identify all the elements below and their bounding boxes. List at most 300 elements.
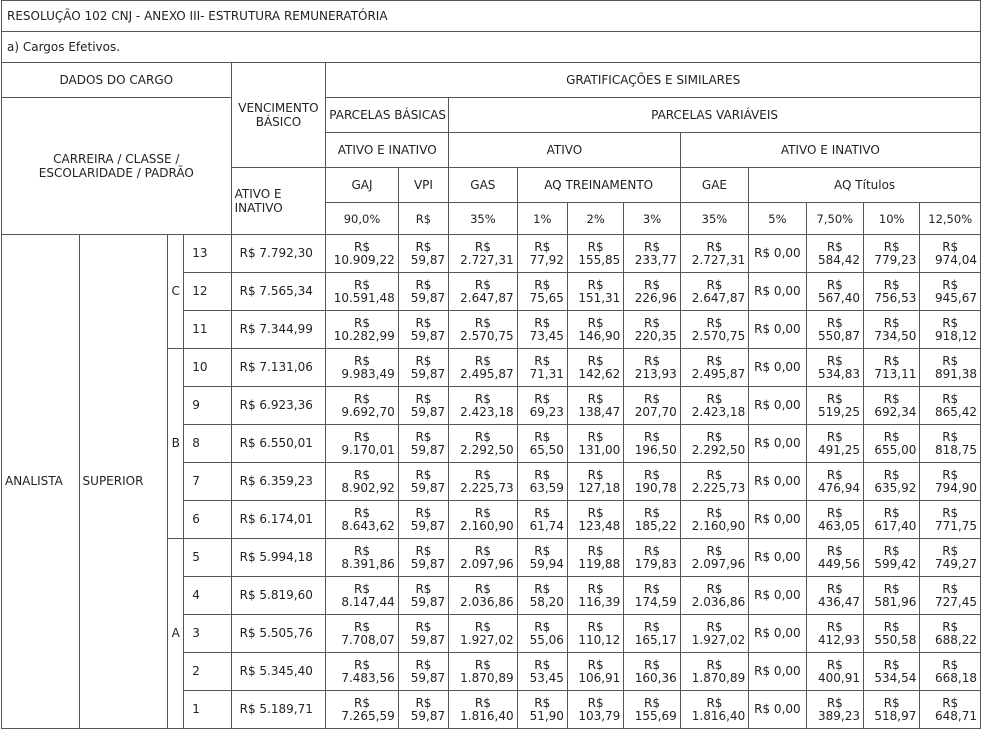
- amount-value: 63,59: [529, 480, 564, 495]
- currency-label: R$: [644, 315, 661, 330]
- aq-treinamento-3-cell: [624, 463, 680, 501]
- currency-label: R$: [587, 353, 604, 368]
- gaj-cell: [326, 577, 399, 615]
- amount-value: 233,77: [634, 252, 677, 267]
- dados-cargo-header: DADOS DO CARGO: [2, 63, 232, 98]
- amount-value: 8.643,62: [341, 518, 395, 533]
- currency-label: R$: [354, 467, 370, 482]
- aq-titulos-10-cell: [864, 349, 920, 387]
- escolaridade-cell: SUPERIOR: [79, 235, 168, 729]
- padrao-cell: 12: [184, 273, 231, 311]
- amount-value: 146,90: [578, 328, 621, 343]
- amount-value: 165,17: [634, 632, 677, 647]
- aq-treinamento-3-cell: [624, 387, 680, 425]
- amount-value: 2.570,75: [460, 328, 514, 343]
- aq-titulos-5-cell: R$ 0,00: [749, 273, 806, 311]
- currency-label: R$: [415, 619, 432, 634]
- gaj-cell: [326, 653, 399, 691]
- ativo-inativo-variaveis-header: ATIVO E INATIVO: [680, 133, 980, 168]
- currency-label: R$: [644, 391, 661, 406]
- gaj-cell: [326, 387, 399, 425]
- amount-value: 2.292,50: [460, 442, 514, 457]
- vencimento-cell: R$ 6.923,36: [231, 387, 326, 425]
- currency-label: R$: [354, 239, 370, 254]
- currency-label: R$: [534, 505, 551, 520]
- aq-titulos-5-cell: R$ 0,00: [749, 311, 806, 349]
- amount-value: 59,87: [410, 366, 446, 381]
- amount-value: 692,34: [874, 404, 917, 419]
- currency-label: R$: [826, 353, 843, 368]
- currency-label: R$: [883, 239, 900, 254]
- currency-label: R$: [706, 657, 723, 672]
- amount-value: 734,50: [874, 328, 917, 343]
- vpi-cell: [398, 273, 448, 311]
- amount-value: 7.708,07: [341, 632, 395, 647]
- gaj-cell: [326, 615, 399, 653]
- amount-value: 185,22: [634, 518, 677, 533]
- aq-titulos-7-5-cell: [806, 539, 863, 577]
- aq-treinamento-1-cell: [517, 615, 567, 653]
- currency-label: R$: [415, 581, 432, 596]
- pct-aq-titulos-10: 10%: [864, 203, 920, 235]
- amount-value: 9.170,01: [341, 442, 395, 457]
- currency-label: R$: [826, 505, 843, 520]
- gae-header: GAE: [680, 168, 748, 203]
- aq-titulos-7-5-cell: [806, 615, 863, 653]
- aq-titulos-10-cell: [864, 235, 920, 273]
- currency-label: R$: [415, 543, 432, 558]
- aq-titulos-5-cell: R$ 0,00: [749, 235, 806, 273]
- amount-value: 77,92: [529, 252, 564, 267]
- currency-label: R$: [354, 657, 370, 672]
- aq-titulos-10-cell: [864, 653, 920, 691]
- vencimento-cell: R$ 6.550,01: [231, 425, 326, 463]
- currency-label: R$: [826, 619, 843, 634]
- vpi-cell: [398, 349, 448, 387]
- currency-label: R$: [883, 543, 900, 558]
- aq-treinamento-1-cell: [517, 501, 567, 539]
- amount-value: 9.983,49: [341, 366, 395, 381]
- aq-treinamento-3-cell: [624, 691, 680, 729]
- vencimento-cell: R$ 7.131,06: [231, 349, 326, 387]
- remuneration-table: [1, 0, 981, 729]
- aq-treinamento-3-cell: [624, 615, 680, 653]
- vpi-cell: [398, 311, 448, 349]
- amount-value: 891,38: [935, 366, 977, 381]
- gae-cell: [680, 615, 748, 653]
- aq-treinamento-2-cell: [567, 653, 623, 691]
- currency-label: R$: [354, 619, 370, 634]
- gae-cell: [680, 273, 748, 311]
- currency-label: R$: [942, 315, 959, 330]
- gaj-cell: [326, 539, 399, 577]
- currency-label: R$: [415, 467, 432, 482]
- amount-value: 756,53: [874, 290, 917, 305]
- aq-treinamento-2-cell: [567, 349, 623, 387]
- amount-value: 127,18: [578, 480, 621, 495]
- currency-label: R$: [883, 657, 900, 672]
- amount-value: 142,62: [578, 366, 621, 381]
- aq-titulos-10-cell: [864, 273, 920, 311]
- gae-cell: [680, 577, 748, 615]
- gaj-header: GAJ: [326, 168, 399, 203]
- amount-value: 519,25: [818, 404, 861, 419]
- aq-treinamento-1-cell: [517, 539, 567, 577]
- currency-label: R$: [826, 543, 843, 558]
- amount-value: 174,59: [634, 594, 677, 609]
- aq-titulos-10-cell: [864, 387, 920, 425]
- currency-label: R$: [354, 695, 370, 710]
- currency-label: R$: [587, 429, 604, 444]
- aq-titulos-header: AQ Títulos: [749, 168, 981, 203]
- amount-value: 688,22: [935, 632, 977, 647]
- currency-label: R$: [415, 239, 432, 254]
- aq-treinamento-3-cell: [624, 501, 680, 539]
- amount-value: 106,91: [578, 670, 621, 685]
- aq-titulos-7-5-cell: [806, 387, 863, 425]
- padrao-cell: 5: [184, 539, 231, 577]
- currency-label: R$: [354, 315, 370, 330]
- amount-value: 69,23: [529, 404, 564, 419]
- vpi-cell: [398, 235, 448, 273]
- aq-titulos-10-cell: [864, 615, 920, 653]
- table-row: [2, 235, 981, 273]
- amount-value: 220,35: [634, 328, 677, 343]
- aq-treinamento-1-cell: [517, 387, 567, 425]
- currency-label: R$: [706, 353, 723, 368]
- amount-value: 463,05: [818, 518, 861, 533]
- currency-label: R$: [415, 429, 432, 444]
- pct-aq-titulos-12-5: 12,50%: [920, 203, 981, 235]
- currency-label: R$: [883, 505, 900, 520]
- aq-titulos-10-cell: [864, 311, 920, 349]
- gas-cell: [449, 577, 517, 615]
- currency-label: R$: [534, 391, 551, 406]
- amount-value: 599,42: [874, 556, 917, 571]
- currency-label: R$: [826, 581, 843, 596]
- amount-value: 138,47: [578, 404, 621, 419]
- amount-value: 61,74: [529, 518, 564, 533]
- aq-treinamento-2-cell: [567, 691, 623, 729]
- gaj-cell: [326, 463, 399, 501]
- amount-value: 655,00: [874, 442, 917, 457]
- padrao-cell: 1: [184, 691, 231, 729]
- currency-label: R$: [587, 619, 604, 634]
- amount-value: 727,45: [935, 594, 977, 609]
- amount-value: 581,96: [874, 594, 917, 609]
- currency-label: R$: [474, 429, 491, 444]
- aq-titulos-7-5-cell: [806, 235, 863, 273]
- gas-cell: [449, 349, 517, 387]
- amount-value: 2.495,87: [460, 366, 514, 381]
- amount-value: 389,23: [818, 708, 861, 723]
- amount-value: 550,87: [818, 328, 861, 343]
- vencimento-cell: R$ 7.565,34: [231, 273, 326, 311]
- aq-titulos-7-5-cell: [806, 463, 863, 501]
- amount-value: 771,75: [935, 518, 977, 533]
- aq-titulos-12-5-cell: [920, 577, 981, 615]
- currency-label: R$: [415, 277, 432, 292]
- classe-cell: B: [168, 349, 184, 539]
- amount-value: 59,87: [410, 480, 446, 495]
- amount-value: 59,87: [410, 442, 446, 457]
- padrao-cell: 7: [184, 463, 231, 501]
- amount-value: 2.647,87: [691, 290, 746, 305]
- currency-label: R$: [534, 619, 551, 634]
- currency-label: R$: [644, 581, 661, 596]
- currency-label: R$: [415, 695, 432, 710]
- currency-label: R$: [587, 239, 604, 254]
- aq-titulos-7-5-cell: [806, 501, 863, 539]
- vpi-cell: [398, 653, 448, 691]
- currency-label: R$: [534, 429, 551, 444]
- amount-value: 945,67: [935, 290, 977, 305]
- currency-label: R$: [474, 543, 491, 558]
- document-title: RESOLUÇÃO 102 CNJ - ANEXO III- ESTRUTURA REMUNERATÓRIA: [2, 1, 981, 32]
- aq-titulos-5-cell: R$ 0,00: [749, 691, 806, 729]
- amount-value: 196,50: [634, 442, 677, 457]
- vencimento-cell: R$ 5.819,60: [231, 577, 326, 615]
- amount-value: 668,18: [935, 670, 977, 685]
- currency-label: R$: [474, 581, 491, 596]
- gae-cell: [680, 691, 748, 729]
- currency-label: R$: [706, 391, 723, 406]
- aq-treinamento-1-cell: [517, 273, 567, 311]
- currency-label: R$: [587, 581, 604, 596]
- gas-cell: [449, 691, 517, 729]
- padrao-cell: 13: [184, 235, 231, 273]
- currency-label: R$: [644, 239, 661, 254]
- amount-value: 2.292,50: [691, 442, 746, 457]
- amount-value: 865,42: [935, 404, 977, 419]
- amount-value: 713,11: [874, 366, 917, 381]
- aq-titulos-10-cell: [864, 463, 920, 501]
- currency-label: R$: [534, 239, 551, 254]
- gas-cell: [449, 539, 517, 577]
- currency-label: R$: [942, 429, 959, 444]
- amount-value: 190,78: [634, 480, 677, 495]
- amount-value: 617,40: [874, 518, 917, 533]
- amount-value: 59,94: [529, 556, 564, 571]
- amount-value: 59,87: [410, 290, 446, 305]
- currency-label: R$: [826, 695, 843, 710]
- vpi-cell: [398, 501, 448, 539]
- currency-label: R$: [826, 277, 843, 292]
- aq-treinamento-2-cell: [567, 463, 623, 501]
- amount-value: 1.816,40: [460, 708, 514, 723]
- amount-value: 71,31: [529, 366, 564, 381]
- aq-titulos-7-5-cell: [806, 425, 863, 463]
- amount-value: 2.225,73: [460, 480, 514, 495]
- aq-treinamento-1-cell: [517, 349, 567, 387]
- currency-label: R$: [644, 353, 661, 368]
- vencimento-cell: R$ 6.359,23: [231, 463, 326, 501]
- aq-titulos-12-5-cell: [920, 387, 981, 425]
- padrao-cell: 11: [184, 311, 231, 349]
- gas-cell: [449, 501, 517, 539]
- currency-label: R$: [354, 429, 370, 444]
- amount-value: 2.097,96: [691, 556, 746, 571]
- aq-titulos-10-cell: [864, 691, 920, 729]
- gas-cell: [449, 425, 517, 463]
- amount-value: 226,96: [634, 290, 677, 305]
- amount-value: 213,93: [634, 366, 677, 381]
- aq-titulos-12-5-cell: [920, 349, 981, 387]
- currency-label: R$: [587, 277, 604, 292]
- amount-value: 2.647,87: [460, 290, 514, 305]
- currency-label: R$: [942, 543, 959, 558]
- currency-label: R$: [415, 353, 432, 368]
- gas-cell: [449, 311, 517, 349]
- vencimento-cell: R$ 7.344,99: [231, 311, 326, 349]
- pct-gae: 35%: [680, 203, 748, 235]
- currency-label: R$: [706, 543, 723, 558]
- amount-value: 7.483,56: [341, 670, 395, 685]
- gae-cell: [680, 539, 748, 577]
- amount-value: 518,97: [874, 708, 917, 723]
- amount-value: 116,39: [578, 594, 621, 609]
- currency-label: R$: [883, 581, 900, 596]
- currency-label: R$: [644, 695, 661, 710]
- pct-aq-treinamento-3: 3%: [624, 203, 680, 235]
- currency-label: R$: [587, 695, 604, 710]
- aq-treinamento-3-cell: [624, 425, 680, 463]
- vpi-cell: [398, 387, 448, 425]
- aq-treinamento-2-cell: [567, 235, 623, 273]
- amount-value: 1.927,02: [460, 632, 514, 647]
- pct-gas: 35%: [449, 203, 517, 235]
- amount-value: 58,20: [529, 594, 564, 609]
- amount-value: 160,36: [634, 670, 677, 685]
- currency-label: R$: [706, 429, 723, 444]
- gaj-cell: [326, 501, 399, 539]
- currency-label: R$: [474, 505, 491, 520]
- amount-value: 1.870,89: [691, 670, 746, 685]
- aq-titulos-7-5-cell: [806, 311, 863, 349]
- currency-label: R$: [534, 581, 551, 596]
- amount-value: 2.727,31: [460, 252, 514, 267]
- currency-label: R$: [474, 657, 491, 672]
- aq-titulos-5-cell: R$ 0,00: [749, 539, 806, 577]
- currency-label: R$: [883, 315, 900, 330]
- currency-label: R$: [415, 315, 432, 330]
- currency-label: R$: [354, 277, 370, 292]
- aq-titulos-7-5-cell: [806, 273, 863, 311]
- aq-treinamento-2-cell: [567, 577, 623, 615]
- currency-label: R$: [942, 581, 959, 596]
- gae-cell: [680, 425, 748, 463]
- currency-label: R$: [706, 581, 723, 596]
- amount-value: 207,70: [634, 404, 677, 419]
- amount-value: 2.036,86: [691, 594, 746, 609]
- currency-label: R$: [354, 391, 370, 406]
- vencimento-cell: R$ 5.505,76: [231, 615, 326, 653]
- currency-label: R$: [883, 353, 900, 368]
- amount-value: 412,93: [818, 632, 861, 647]
- amount-value: 59,87: [410, 518, 446, 533]
- vencimento-basico-header: VENCIMENTO BÁSICO: [231, 63, 326, 168]
- currency-label: R$: [942, 239, 959, 254]
- currency-label: R$: [942, 467, 959, 482]
- gas-cell: [449, 273, 517, 311]
- currency-label: R$: [587, 505, 604, 520]
- amount-value: 2.423,18: [460, 404, 514, 419]
- currency-label: R$: [644, 543, 661, 558]
- aq-treinamento-1-cell: [517, 425, 567, 463]
- amount-value: 155,69: [634, 708, 677, 723]
- vpi-cell: [398, 539, 448, 577]
- aq-titulos-12-5-cell: [920, 653, 981, 691]
- amount-value: 749,27: [935, 556, 977, 571]
- amount-value: 51,90: [529, 708, 564, 723]
- pct-vpi: R$: [398, 203, 448, 235]
- currency-label: R$: [474, 695, 491, 710]
- aq-titulos-12-5-cell: [920, 311, 981, 349]
- gae-cell: [680, 653, 748, 691]
- aq-treinamento-2-cell: [567, 311, 623, 349]
- currency-label: R$: [534, 353, 551, 368]
- currency-label: R$: [534, 315, 551, 330]
- carreira-cell: ANALISTA: [2, 235, 80, 729]
- aq-titulos-5-cell: R$ 0,00: [749, 501, 806, 539]
- aq-titulos-5-cell: R$ 0,00: [749, 577, 806, 615]
- amount-value: 2.423,18: [691, 404, 746, 419]
- amount-value: 59,87: [410, 594, 446, 609]
- currency-label: R$: [883, 619, 900, 634]
- aq-treinamento-2-cell: [567, 501, 623, 539]
- currency-label: R$: [883, 277, 900, 292]
- aq-titulos-12-5-cell: [920, 463, 981, 501]
- amount-value: 550,58: [874, 632, 917, 647]
- vpi-cell: [398, 425, 448, 463]
- currency-label: R$: [706, 467, 723, 482]
- currency-label: R$: [942, 657, 959, 672]
- amount-value: 119,88: [578, 556, 621, 571]
- currency-label: R$: [826, 239, 843, 254]
- vencimento-cell: R$ 5.345,40: [231, 653, 326, 691]
- amount-value: 75,65: [529, 290, 564, 305]
- currency-label: R$: [644, 505, 661, 520]
- aq-treinamento-1-cell: [517, 691, 567, 729]
- gaj-cell: [326, 425, 399, 463]
- amount-value: 779,23: [874, 252, 917, 267]
- currency-label: R$: [474, 239, 491, 254]
- amount-value: 2.225,73: [691, 480, 746, 495]
- amount-value: 59,87: [410, 708, 446, 723]
- currency-label: R$: [415, 391, 432, 406]
- currency-label: R$: [587, 467, 604, 482]
- aq-treinamento-2-cell: [567, 539, 623, 577]
- amount-value: 1.927,02: [691, 632, 746, 647]
- currency-label: R$: [587, 657, 604, 672]
- gaj-cell: [326, 273, 399, 311]
- currency-label: R$: [644, 277, 661, 292]
- ativo-inativo-basicas-header: ATIVO E INATIVO: [326, 133, 449, 168]
- aq-titulos-12-5-cell: [920, 539, 981, 577]
- amount-value: 55,06: [529, 632, 564, 647]
- amount-value: 155,85: [578, 252, 621, 267]
- padrao-cell: 4: [184, 577, 231, 615]
- amount-value: 400,91: [818, 670, 861, 685]
- gae-cell: [680, 349, 748, 387]
- currency-label: R$: [826, 315, 843, 330]
- currency-label: R$: [942, 391, 959, 406]
- aq-titulos-7-5-cell: [806, 653, 863, 691]
- currency-label: R$: [826, 467, 843, 482]
- aq-titulos-7-5-cell: [806, 349, 863, 387]
- aq-treinamento-3-cell: [624, 273, 680, 311]
- currency-label: R$: [883, 429, 900, 444]
